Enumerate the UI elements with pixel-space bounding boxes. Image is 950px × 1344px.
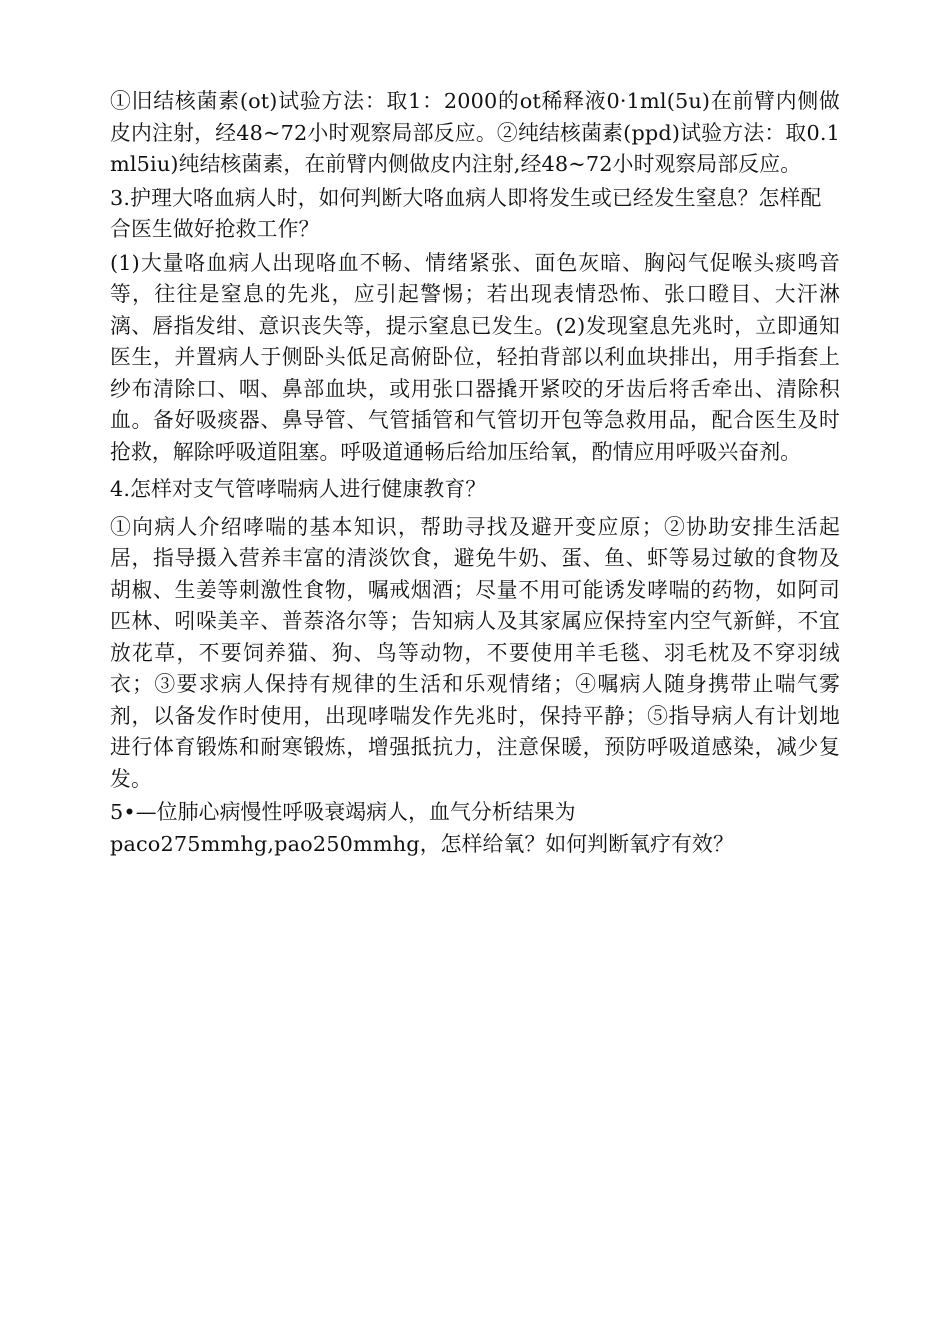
question-5-heading: 5•—位肺心病慢性呼吸衰竭病人，血气分析结果为paco275mmhg,pao250mmhg，怎样给氧？如何判断氧疗有效？ bbox=[110, 800, 734, 856]
tuberculin-test-paragraph: ①旧结核菌素(ot)试验方法：取1：2000的ot稀释液0·1ml(5u)在前臂内侧做皮内注射，经48~72小时观察局部反应。②纯结核菌素(ppd)试验方法：取0.1ml5iu)纯结核菌素，在前臂内侧做皮内注射,经48~72小时观察局部反应。 bbox=[110, 89, 840, 176]
question-3-heading: 3.护理大咯血病人时，如何判断大咯血病人即将发生或已经发生窒息？怎样配合医生做好抢救工作？ bbox=[110, 185, 822, 241]
document-page bbox=[110, 86, 840, 860]
asthma-education-paragraph: ①向病人介绍哮喘的基本知识，帮助寻找及避开变应原；②协助安排生活起居，指导摄入营养丰富的清淡饮食，避免牛奶、蛋、鱼、虾等易过敏的食物及胡椒、生姜等刺激性食物，嘱戒烟酒；尽量不用可能诱发哮喘的药物，如阿司匹林、吲哚美辛、普萘洛尔等；告知病人及其家属应保持室内空气新鲜，不宜放花草，不要饲养猫、狗、鸟等动物，不要使用羊毛毯、羽毛枕及不穿羽绒衣；③要求病人保持有规律的生活和乐观情绪；④嘱病人随身携带止喘气雾剂，以备发作时使用，出现哮喘发作先兆时，保持平静；⑤指导病人有计划地进行体育锻炼和耐寒锻炼，增强抵抗力，注意保暖，预防呼吸道感染，减少复发。 bbox=[110, 514, 840, 791]
question-4-heading: 4.怎样对支气管哮喘病人进行健康教育？ bbox=[110, 477, 487, 501]
hemoptysis-answer-paragraph: (1)大量咯血病人出现咯血不畅、情绪紧张、面色灰暗、胸闷气促喉头痰鸣音等，往往是窒息的先兆，应引起警惕；若出现表情恐怖、张口瞪目、大汗淋漓、唇指发绀、意识丧失等，提示窒息已发生。(2)发现窒息先兆时，立即通知医生，并置病人于侧卧头低足高俯卧位，轻拍背部以利血块排出，用手指套上纱布清除口、咽、鼻部血块，或用张口器撬开紧咬的牙齿后将舌牵出、清除积血。备好吸痰器、鼻导管、气管插管和气管切开包等急救用品，配合医生及时抢救，解除呼吸道阻塞。呼吸道通畅后给加压给氧，酌情应用呼吸兴奋剂。 bbox=[110, 250, 840, 464]
